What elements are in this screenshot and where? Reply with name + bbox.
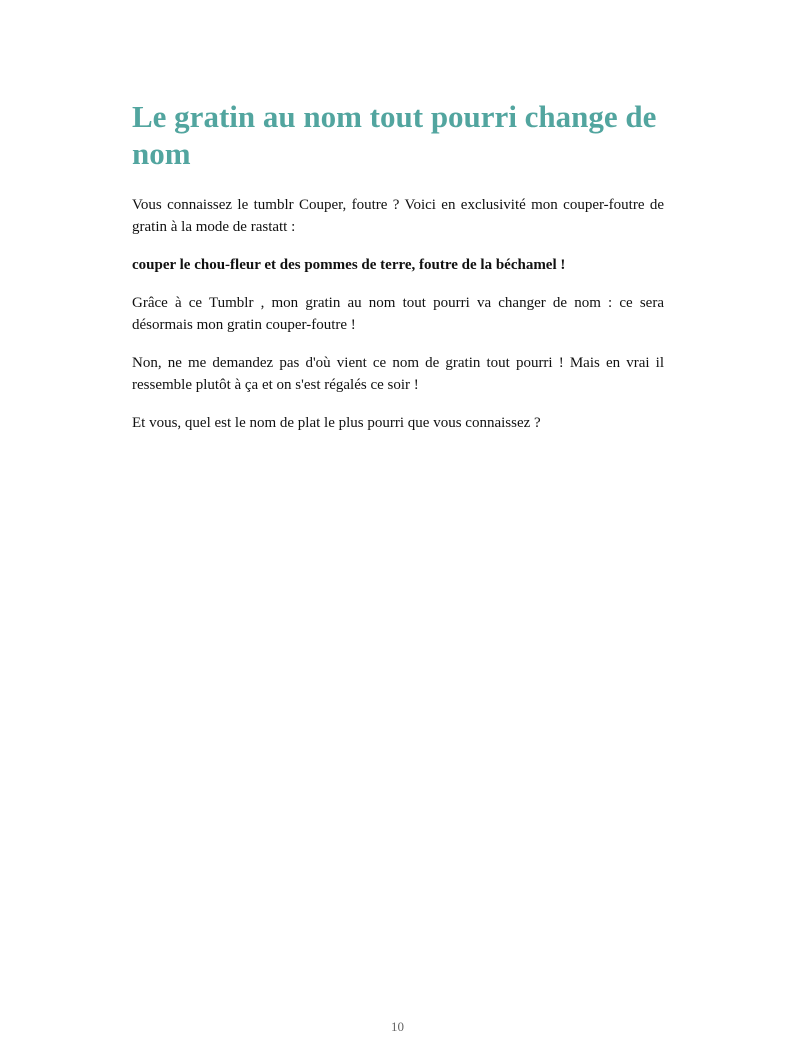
rename-paragraph: Grâce à ce Tumblr , mon gratin au nom tout pourri va changer de nom : ce sera désormais mon gratin couper-foutre ! <box>132 295 664 333</box>
question-paragraph: Et vous, quel est le nom de plat le plus pourri que vous connaissez ? <box>132 415 541 431</box>
page-number: 10 <box>391 1019 404 1034</box>
article-title: Le gratin au nom tout pourri change de nom <box>132 99 657 171</box>
intro-paragraph: Vous connaissez le tumblr Couper, foutre ? Voici en exclusivité mon couper-foutre de gratin à la mode de rastatt : <box>132 197 664 235</box>
document-page <box>132 98 664 450</box>
recipe-instruction-paragraph: couper le chou-fleur et des pommes de terre, foutre de la béchamel ! <box>132 257 566 273</box>
origin-paragraph: Non, ne me demandez pas d'où vient ce nom de gratin tout pourri ! Mais en vrai il ressemble plutôt à ça et on s'est régalés ce soir ! <box>132 355 664 393</box>
